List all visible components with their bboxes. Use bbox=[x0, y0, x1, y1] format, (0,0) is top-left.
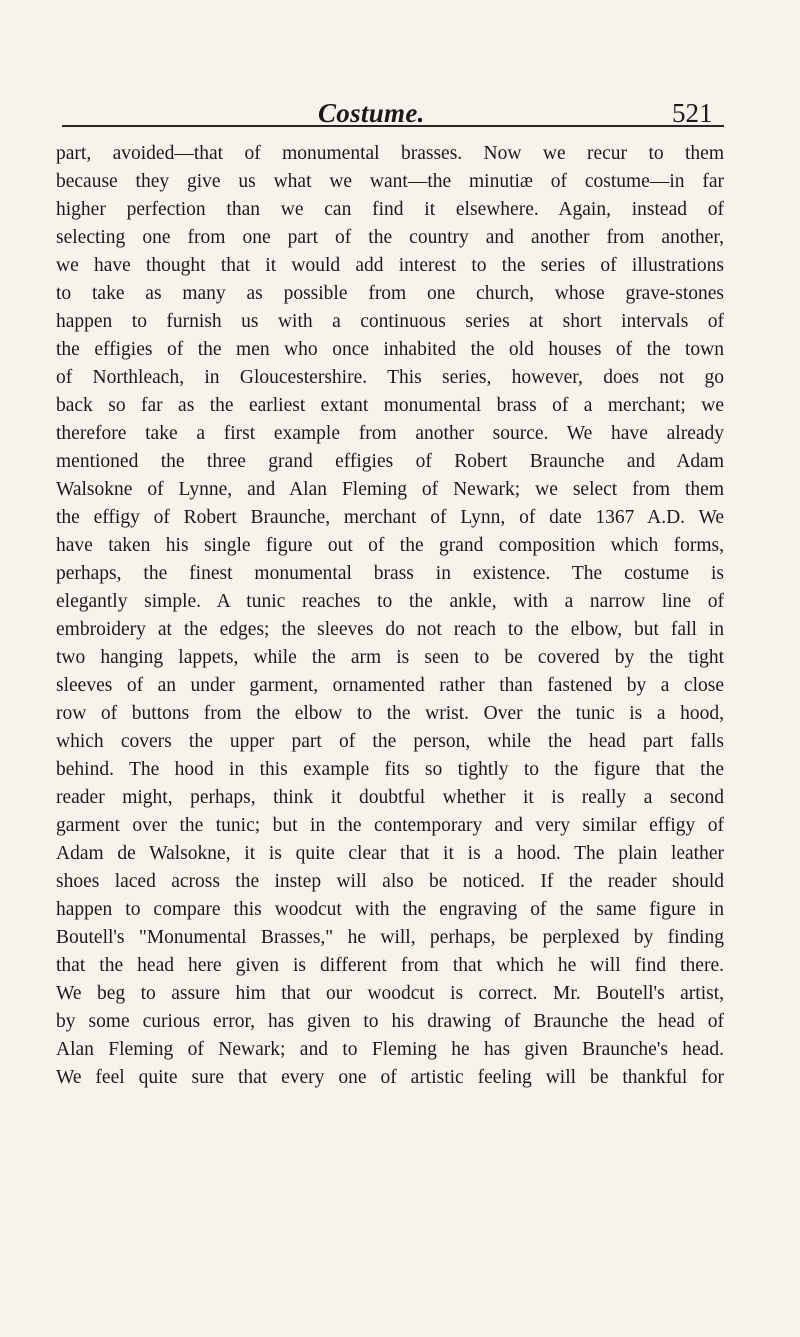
text-line: to take as many as possible from one church, whose grave-stones bbox=[56, 283, 724, 304]
page-number: 521 bbox=[672, 98, 713, 128]
text-line: we have thought that it would add interest to the series of illustrations bbox=[56, 255, 724, 276]
text-line: that the head here given is different from that which he will find there. bbox=[56, 955, 724, 976]
text-line: sleeves of an under garment, ornamented rather than fastened by a close bbox=[56, 675, 724, 696]
text-line: have taken his single figure out of the grand composition which forms, bbox=[56, 535, 724, 556]
text-line: back so far as the earliest extant monumental brass of a merchant; we bbox=[56, 395, 724, 416]
text-line: mentioned the three grand effigies of Robert Braunche and Adam bbox=[56, 451, 724, 472]
text-line: by some curious error, has given to his drawing of Braunche the head of bbox=[56, 1011, 724, 1032]
text-line: row of buttons from the elbow to the wrist. Over the tunic is a hood, bbox=[56, 703, 724, 724]
text-line: We feel quite sure that every one of artistic feeling will be thankful for bbox=[56, 1067, 724, 1088]
text-line: happen to furnish us with a continuous series at short intervals of bbox=[56, 311, 724, 332]
text-line: which covers the upper part of the person, while the head part falls bbox=[56, 731, 724, 752]
text-line: Boutell's "Monumental Brasses," he will, perhaps, be perplexed by finding bbox=[56, 927, 724, 948]
text-line: the effigy of Robert Braunche, merchant of Lynn, of date 1367 A.D. We bbox=[56, 507, 724, 528]
text-line: Walsokne of Lynne, and Alan Fleming of Newark; we select from them bbox=[56, 479, 724, 500]
header-rule bbox=[62, 125, 724, 127]
text-line: embroidery at the edges; the sleeves do not reach to the elbow, but fall in bbox=[56, 619, 724, 640]
text-line: elegantly simple. A tunic reaches to the ankle, with a narrow line of bbox=[56, 591, 724, 612]
text-line: happen to compare this woodcut with the engraving of the same figure in bbox=[56, 899, 724, 920]
text-line: reader might, perhaps, think it doubtful whether it is really a second bbox=[56, 787, 724, 808]
text-line: shoes laced across the instep will also be noticed. If the reader should bbox=[56, 871, 724, 892]
text-line: garment over the tunic; but in the contemporary and very similar effigy of bbox=[56, 815, 724, 836]
text-line: Alan Fleming of Newark; and to Fleming he has given Braunche's head. bbox=[56, 1039, 724, 1060]
text-line: selecting one from one part of the country and another from another, bbox=[56, 227, 724, 248]
text-line: behind. The hood in this example fits so tightly to the figure that the bbox=[56, 759, 724, 780]
body-paragraph bbox=[56, 140, 724, 1092]
text-line: higher perfection than we can find it elsewhere. Again, instead of bbox=[56, 199, 724, 220]
text-line: two hanging lappets, while the arm is seen to be covered by the tight bbox=[56, 647, 724, 668]
text-line: therefore take a first example from another source. We have already bbox=[56, 423, 724, 444]
text-line: the effigies of the men who once inhabited the old houses of the town bbox=[56, 339, 724, 360]
text-line: We beg to assure him that our woodcut is correct. Mr. Boutell's artist, bbox=[56, 983, 724, 1004]
text-line: because they give us what we want—the minutiæ of costume—in far bbox=[56, 171, 724, 192]
text-line: Adam de Walsokne, it is quite clear that it is a hood. The plain leather bbox=[56, 843, 724, 864]
running-title: Costume. bbox=[318, 98, 425, 128]
text-line: part, avoided—that of monumental brasses. Now we recur to them bbox=[56, 143, 724, 164]
text-line: perhaps, the finest monumental brass in existence. The costume is bbox=[56, 563, 724, 584]
text-line: of Northleach, in Gloucestershire. This series, however, does not go bbox=[56, 367, 724, 388]
